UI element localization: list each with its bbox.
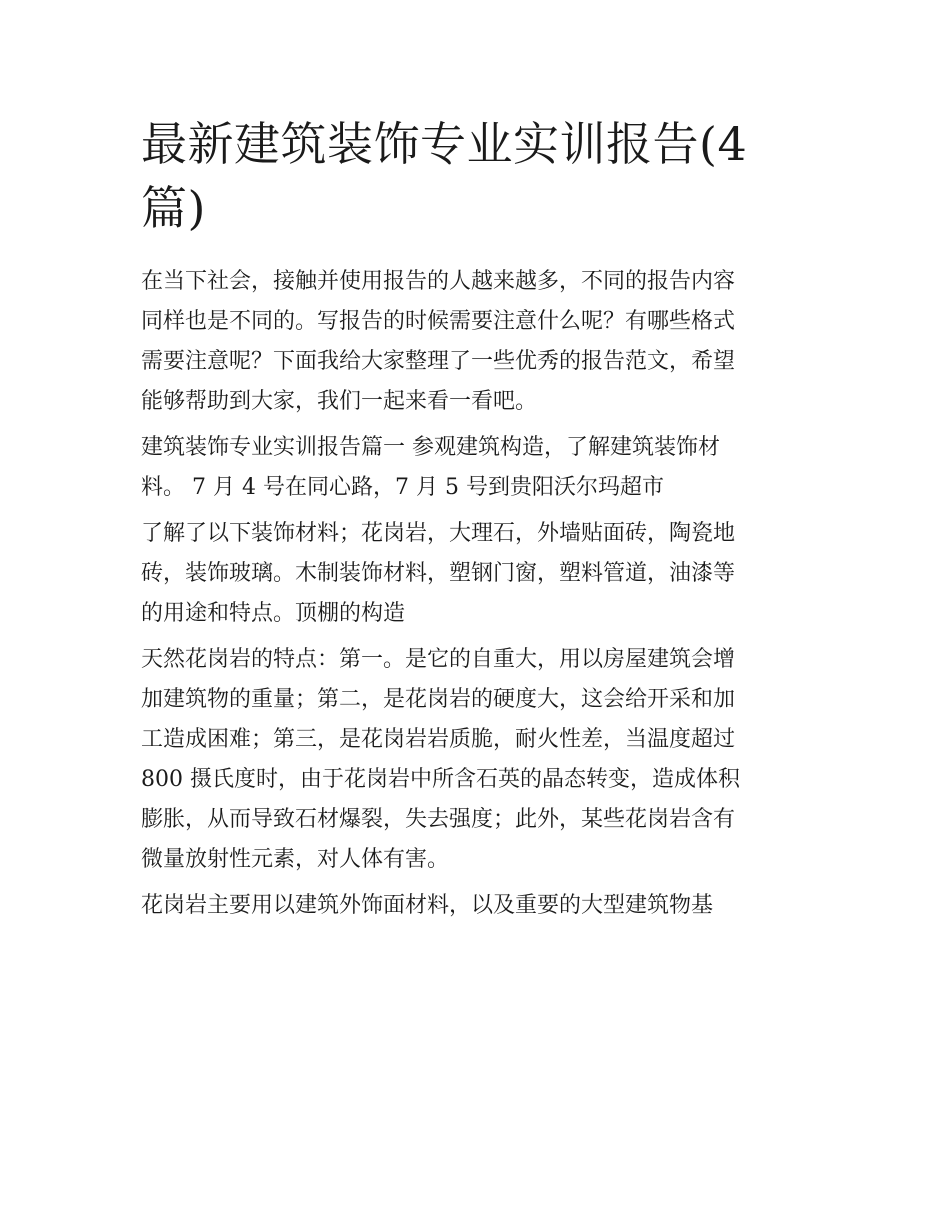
text-line: 的用途和特点。顶棚的构造 — [141, 601, 406, 626]
text-line: 需要注意呢？下面我给大家整理了一些优秀的报告范文，希望 — [141, 349, 736, 374]
granite-features-paragraph — [141, 640, 813, 880]
title-line: 最新建筑装饰专业实训报告(4 — [141, 117, 748, 171]
text-line: 微量放射性元素，对人体有害。 — [141, 847, 450, 872]
text-line: 建筑装饰专业实训报告篇一 参观建筑构造，了解建筑装饰材 — [141, 435, 720, 460]
text-line: 800 摄氏度时，由于花岗岩中所含石英的晶态转变，造成体积 — [141, 767, 740, 792]
intro-paragraph — [141, 262, 813, 422]
granite-usage-paragraph — [141, 886, 813, 926]
document-page — [141, 112, 813, 926]
text-line: 了解了以下装饰材料；花岗岩，大理石，外墙贴面砖，陶瓷地 — [141, 521, 736, 546]
title-line: 篇) — [141, 181, 206, 235]
text-line: 膨胀，从而导致石材爆裂，失去强度；此外，某些花岗岩含有 — [141, 807, 736, 832]
section-heading-paragraph — [141, 428, 813, 508]
text-line: 同样也是不同的。写报告的时候需要注意什么呢？有哪些格式 — [141, 309, 736, 334]
text-line: 花岗岩主要用以建筑外饰面材料，以及重要的大型建筑物基 — [141, 893, 714, 918]
text-line: 砖，装饰玻璃。木制装饰材料，塑钢门窗，塑料管道，油漆等 — [141, 561, 736, 586]
text-line: 料。 7 月 4 号在同心路，7 月 5 号到贵阳沃尔玛超市 — [141, 475, 664, 500]
text-line: 在当下社会，接触并使用报告的人越来越多，不同的报告内容 — [141, 269, 736, 294]
materials-paragraph — [141, 514, 813, 634]
document-title — [141, 112, 813, 240]
text-line: 能够帮助到大家，我们一起来看一看吧。 — [141, 389, 538, 414]
text-line: 天然花岗岩的特点：第一。是它的自重大，用以房屋建筑会增 — [141, 647, 736, 672]
text-line: 工造成困难；第三，是花岗岩岩质脆，耐火性差，当温度超过 — [141, 727, 736, 752]
text-line: 加建筑物的重量；第二，是花岗岩的硬度大，这会给开采和加 — [141, 687, 736, 712]
